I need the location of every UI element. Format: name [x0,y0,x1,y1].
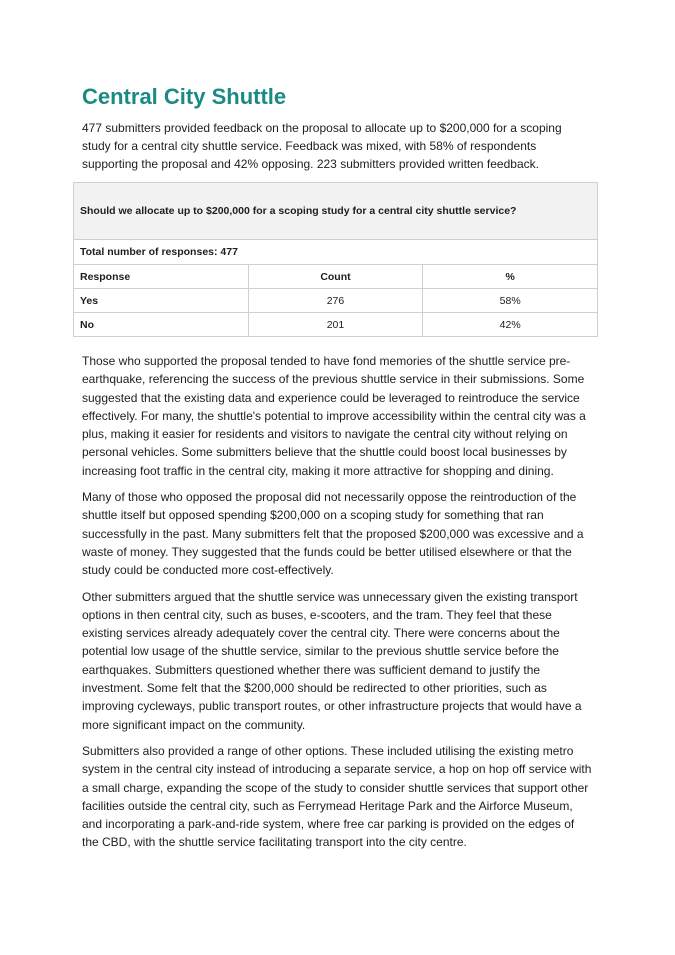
question-cell: Should we allocate up to $200,000 for a scoping study for a central city shuttle service? [74,183,598,240]
other-options-paragraph: Submitters also provided a range of other options. These included utilising the existing metro system in the central city instead of introducing a separate service, a hop on hop off service with a small charge, expanding the scope of the study to consider shuttle services that support other facilities outside the central city, such as Ferrymead Heritage Park and the Airforce Museum, and incorporating a park-and-ride system, where free car parking is provided on the edges of the CBD, with the shuttle service facilitating transport into the city centre. [82,743,592,850]
response-cell: No [74,313,249,337]
header-percent: % [423,265,598,289]
table-header-row [74,265,598,289]
question-row [74,183,598,240]
header-count: Count [248,265,423,289]
opposition-paragraph: Many of those who opposed the proposal did not necessarily oppose the reintroduction of the shuttle itself but opposed spending $200,000 on a scoping study for something that ran successfully in the past. Many submitters felt that the proposed $200,000 was excessive and a waste of money. They suggested that the funds could be better utilised elsewhere or that the study could be conducted more cost-effectively. [82,490,584,578]
count-cell: 276 [248,289,423,313]
unnecessary-paragraph: Other submitters argued that the shuttle service was unnecessary given the existing transport options in then central city, such as buses, e-scooters, and the tram. They feel that these existing services already adequately cover the central city. There were concerns about the potential low usage of the shuttle service, similar to the previous shuttle service before the earthquakes. Submitters questioned whether there was sufficient demand to justify the investment. Some felt that the $200,000 should be redirected to other priorities, such as improving cycleways, public transport routes, or other infrastructure projects that would have a more significant impact on the community. [82,589,582,732]
header-response: Response [74,265,249,289]
percent-cell: 42% [423,313,598,337]
total-responses-cell: Total number of responses: 477 [74,240,598,265]
results-table [73,182,598,337]
count-cell: 201 [248,313,423,337]
total-row [74,240,598,265]
table-row [74,289,598,313]
percent-cell: 58% [423,289,598,313]
page-title: Central City Shuttle [82,84,287,109]
support-paragraph: Those who supported the proposal tended to have fond memories of the shuttle service pre-earthquake, referencing the success of the previous shuttle service in their submissions. Some suggested that the existing data and experience could be leveraged to reintroduce the service effectively. For many, the shuttle's potential to improve accessibility within the central city was a plus, making it easier for residents and visitors to navigate the central city without relying on personal vehicles. Some submitters believe that the shuttle could boost local businesses by increasing foot traffic in the central city, making it more attractive for shopping and dining. [82,354,586,478]
response-cell: Yes [74,289,249,313]
table-row [74,313,598,337]
body-text [82,352,592,860]
intro-paragraph: 477 submitters provided feedback on the proposal to allocate up to $200,000 for a scoping study for a central city shuttle service. Feedback was mixed, with 58% of respondents supporting the proposal and 42% opposing. 223 submitters provided written feedback. [82,121,562,171]
